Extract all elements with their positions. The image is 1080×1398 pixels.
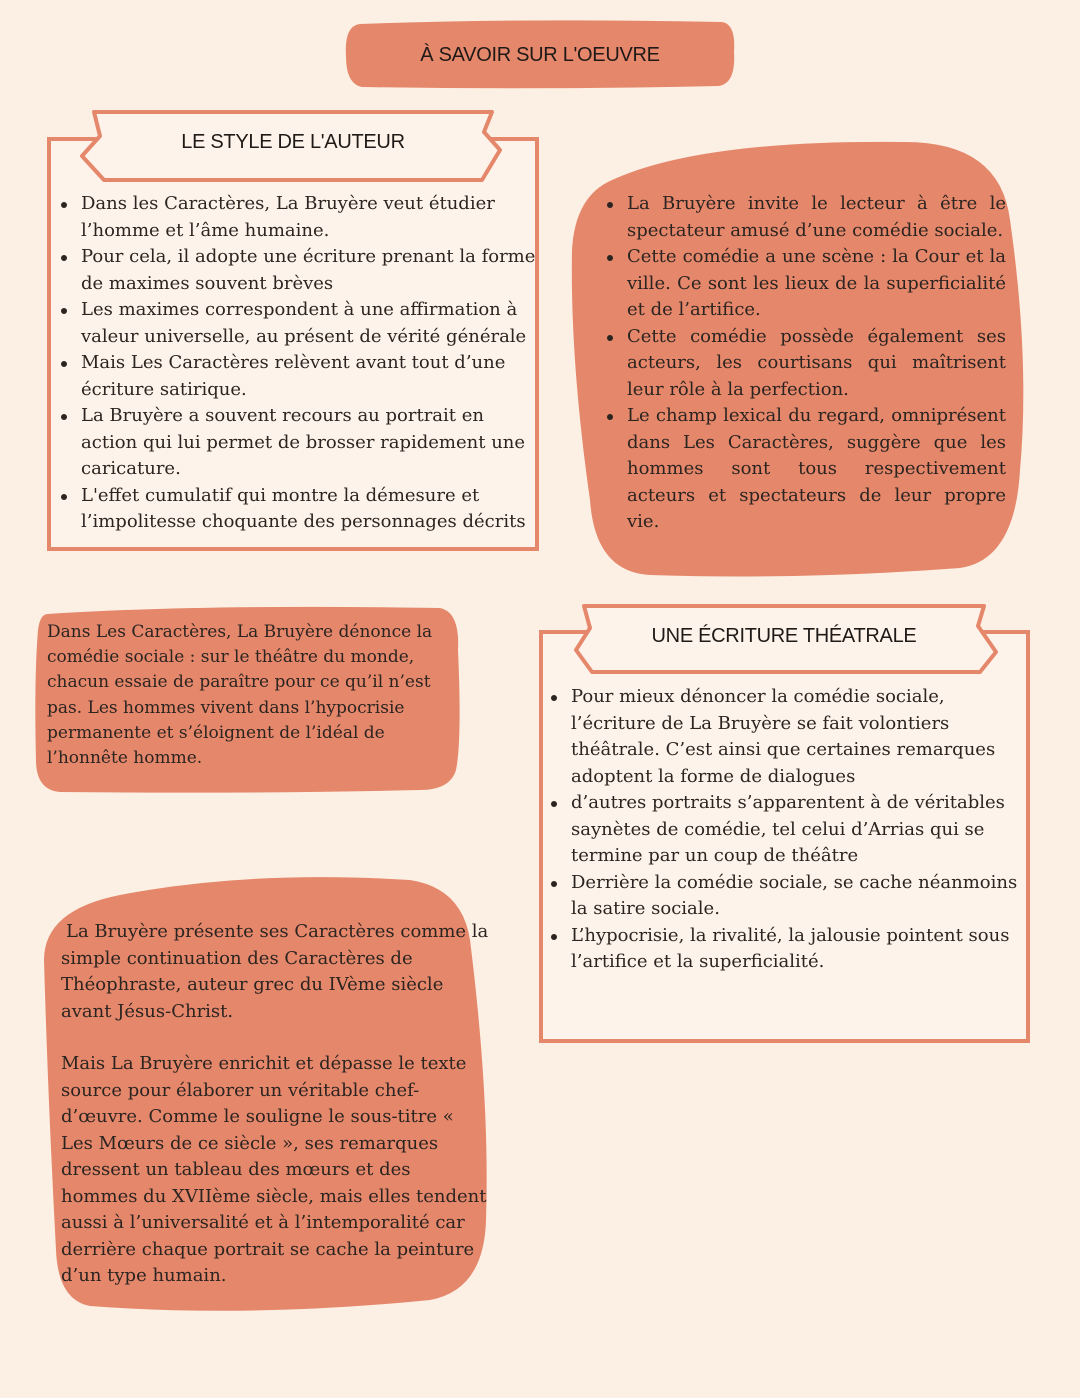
comedy-blob-content [603,191,1006,536]
list-item: Cette comédie a une scène : la Cour et la ville. Ce sont les lieux de la superficialité et de l’artifice. [627,244,1006,324]
style-box-title [100,126,486,158]
list-item: Dans les Caractères, La Bruyère veut étudier l’homme et l’âme humaine. [81,191,542,244]
style-box-title-text: LE STYLE DE L'AUTEUR [181,130,405,153]
origin-paragraph-1: La Bruyère présente ses Caractères comme la simple continuation des Caractères de Théophraste, auteur grec du IVème siècle avant Jésus-Christ. [61,921,489,1022]
theatre-box-content [547,684,1021,976]
style-box-content [57,191,542,536]
header-title: À SAVOIR SUR L'OEUVRE [420,43,660,66]
list-item: Pour cela, il adopte une écriture prenant la forme de maximes souvent brèves [81,244,542,297]
denonce-text: Dans Les Caractères, La Bruyère dénonce la comédie sociale : sur le théâtre du monde, chacun essaie de paraître pour ce qu’il n’est pas. Les hommes vivent dans l’hypocrisie permanente et s’éloignent de l’idéal de l’honnête homme. [47,622,433,769]
theatre-box-list [547,684,1021,976]
list-item: d’autres portraits s’apparentent à de véritables saynètes de comédie, tel celui d’Arrias qui se termine par un coup de théâtre [571,790,1021,870]
theatre-box-title [592,620,976,652]
list-item: La Bruyère a souvent recours au portrait en action qui lui permet de brosser rapidement une caricature. [81,403,542,483]
denonce-box-content [47,620,452,771]
theatre-box-title-text: UNE ÉCRITURE THÉATRALE [651,624,917,647]
origin-blob-content [61,919,491,1290]
list-item: L’hypocrisie, la rivalité, la jalousie pointent sous l’artifice et la superficialité. [571,923,1021,976]
header-banner [346,24,734,86]
list-item: La Bruyère invite le lecteur à être le spectateur amusé d’une comédie sociale. [627,191,1006,244]
list-item: Les maximes correspondent à une affirmation à valeur universelle, au présent de vérité générale [81,297,542,350]
list-item: Pour mieux dénoncer la comédie sociale, l’écriture de La Bruyère se fait volontiers théâtrale. C’est ainsi que certaines remarques adoptent la forme de dialogues [571,684,1021,790]
list-item: L'effet cumulatif qui montre la démesure et l’impolitesse choquante des personnages décrits [81,483,542,536]
list-item: Cette comédie possède également ses acteurs, les courtisans qui maîtrisent leur rôle à la perfection. [627,324,1006,404]
list-item: Derrière la comédie sociale, se cache néanmoins la satire sociale. [571,870,1021,923]
origin-paragraph-2: Mais La Bruyère enrichit et dépasse le texte source pour élaborer un véritable chef-d’œuvre. Comme le souligne le sous-titre « Les Mœurs de ce siècle », ses remarques dressent un tableau des mœurs et des hommes du XVIIème siècle, mais elles tendent aussi à l’universalité et à l’intemporalité car derrière chaque portrait se cache la peinture d’un type humain. [61,1053,487,1286]
style-box-list [57,191,542,536]
list-item: Mais Les Caractères relèvent avant tout d’une écriture satirique. [81,350,542,403]
comedy-blob-list [603,191,1006,536]
list-item: Le champ lexical du regard, omniprésent dans Les Caractères, suggère que les hommes sont tous respectivement acteurs et spectateurs de leur propre vie. [627,403,1006,536]
